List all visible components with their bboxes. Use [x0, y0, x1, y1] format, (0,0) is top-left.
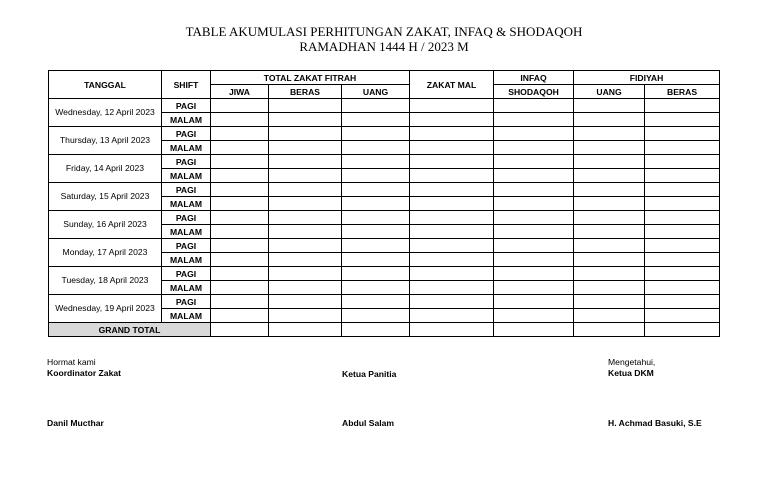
table-cell: [211, 295, 269, 309]
left-role: Koordinator Zakat: [47, 368, 122, 378]
table-cell: [269, 323, 342, 337]
table-cell: [342, 155, 410, 169]
header-fidiyah-uang: UANG: [574, 85, 645, 99]
shift-cell: MALAM: [162, 309, 211, 323]
table-cell: [342, 267, 410, 281]
table-cell: [494, 239, 574, 253]
table-cell: [211, 267, 269, 281]
left-greeting: Hormat kami: [47, 357, 96, 367]
table-cell: [574, 113, 645, 127]
table-cell: [645, 113, 720, 127]
table-cell: [645, 281, 720, 295]
middle-name: Abdul Salam: [342, 418, 395, 428]
table-cell: [574, 225, 645, 239]
table-cell: [342, 239, 410, 253]
table-cell: [494, 141, 574, 155]
table-cell: [494, 323, 574, 337]
table-cell: [211, 169, 269, 183]
table-cell: [211, 141, 269, 155]
shift-cell: MALAM: [162, 197, 211, 211]
table-cell: [410, 127, 494, 141]
table-cell: [211, 323, 269, 337]
shift-cell: PAGI: [162, 127, 211, 141]
header-fidiyah: FIDIYAH: [574, 71, 720, 85]
right-greeting: Mengetahui,: [608, 357, 656, 367]
date-cell: Thursday, 13 April 2023: [49, 127, 162, 155]
header-infaq: INFAQ: [494, 71, 574, 85]
table-cell: [269, 113, 342, 127]
table-cell: [410, 155, 494, 169]
table-cell: [211, 281, 269, 295]
shift-cell: PAGI: [162, 155, 211, 169]
table-cell: [211, 239, 269, 253]
table-cell: [269, 253, 342, 267]
document-subtitle: RAMADHAN 1444 H / 2023 M: [299, 39, 469, 54]
table-body: [49, 99, 720, 323]
table-cell: [269, 239, 342, 253]
date-cell: Monday, 17 April 2023: [49, 239, 162, 267]
shift-cell: PAGI: [162, 267, 211, 281]
table-cell: [574, 155, 645, 169]
table-cell: [494, 99, 574, 113]
header-beras: BERAS: [269, 85, 342, 99]
table-cell: [645, 127, 720, 141]
header-shift: SHIFT: [162, 71, 211, 99]
table-cell: [574, 183, 645, 197]
date-cell: Wednesday, 19 April 2023: [49, 295, 162, 323]
table-cell: [211, 113, 269, 127]
table-cell: [645, 141, 720, 155]
table-cell: [410, 281, 494, 295]
table-cell: [342, 323, 410, 337]
table-cell: [342, 211, 410, 225]
table-cell: [342, 309, 410, 323]
table-cell: [494, 113, 574, 127]
table-cell: [494, 281, 574, 295]
grand-total-row: [49, 323, 720, 337]
table-cell: [269, 211, 342, 225]
table-cell: [410, 183, 494, 197]
table-cell: [269, 99, 342, 113]
table-cell: [342, 183, 410, 197]
table-cell: [269, 267, 342, 281]
date-cell: Tuesday, 18 April 2023: [49, 267, 162, 295]
table-cell: [410, 309, 494, 323]
table-cell: [494, 253, 574, 267]
table-cell: [342, 127, 410, 141]
right-role: Ketua DKM: [608, 368, 654, 378]
table-cell: [410, 113, 494, 127]
table-cell: [645, 211, 720, 225]
right-name: H. Achmad Basuki, S.E: [608, 418, 702, 428]
table-cell: [494, 169, 574, 183]
table-cell: [645, 99, 720, 113]
header-total-zakat-fitrah: TOTAL ZAKAT FITRAH: [211, 71, 410, 85]
date-cell: Saturday, 15 April 2023: [49, 183, 162, 211]
table-cell: [410, 225, 494, 239]
shift-cell: PAGI: [162, 295, 211, 309]
table-cell: [410, 169, 494, 183]
table-cell: [269, 155, 342, 169]
table-cell: [342, 141, 410, 155]
table-cell: [645, 267, 720, 281]
table-cell: [410, 267, 494, 281]
date-cell: Wednesday, 12 April 2023: [49, 99, 162, 127]
table-cell: [494, 197, 574, 211]
table-row: [49, 127, 720, 141]
table-cell: [494, 295, 574, 309]
table-cell: [269, 183, 342, 197]
table-row: [49, 211, 720, 225]
table-cell: [211, 155, 269, 169]
table-cell: [342, 295, 410, 309]
table-cell: [494, 309, 574, 323]
table-cell: [211, 197, 269, 211]
table-cell: [410, 197, 494, 211]
table-cell: [494, 127, 574, 141]
table-cell: [574, 295, 645, 309]
table-row: [49, 99, 720, 113]
table-cell: [269, 225, 342, 239]
table-cell: [342, 281, 410, 295]
table-row: [49, 183, 720, 197]
table-cell: [574, 267, 645, 281]
table-cell: [342, 225, 410, 239]
table-row: [49, 155, 720, 169]
table-cell: [269, 281, 342, 295]
table-cell: [645, 295, 720, 309]
signature-left: [47, 357, 121, 379]
table-cell: [645, 183, 720, 197]
table-cell: [494, 183, 574, 197]
table-cell: [494, 267, 574, 281]
table-cell: [574, 281, 645, 295]
table-cell: [574, 169, 645, 183]
table-cell: [574, 197, 645, 211]
table-cell: [211, 183, 269, 197]
table-cell: [269, 127, 342, 141]
shift-cell: PAGI: [162, 211, 211, 225]
header-shodaqoh: SHODAQOH: [494, 85, 574, 99]
table-row: [49, 267, 720, 281]
date-cell: Sunday, 16 April 2023: [49, 211, 162, 239]
shift-cell: MALAM: [162, 141, 211, 155]
table-cell: [410, 211, 494, 225]
table-cell: [645, 169, 720, 183]
table-cell: [269, 141, 342, 155]
shift-cell: MALAM: [162, 253, 211, 267]
table-cell: [494, 225, 574, 239]
table-cell: [342, 169, 410, 183]
table-cell: [574, 239, 645, 253]
table-cell: [410, 99, 494, 113]
table-cell: [211, 253, 269, 267]
table-cell: [574, 323, 645, 337]
grand-total-label: GRAND TOTAL: [49, 323, 211, 337]
table-row: [49, 239, 720, 253]
table-cell: [645, 225, 720, 239]
table-cell: [211, 309, 269, 323]
table-cell: [574, 211, 645, 225]
table-cell: [645, 309, 720, 323]
table-cell: [410, 141, 494, 155]
table-cell: [574, 127, 645, 141]
header-uang: UANG: [342, 85, 410, 99]
table-cell: [645, 253, 720, 267]
signature-right: [608, 357, 655, 379]
table-cell: [269, 169, 342, 183]
header-fidiyah-beras: BERAS: [645, 85, 720, 99]
header-zakat-mal: ZAKAT MAL: [410, 71, 494, 99]
table-cell: [211, 127, 269, 141]
middle-role: Ketua Panitia: [342, 369, 397, 379]
table-cell: [342, 113, 410, 127]
table-cell: [645, 239, 720, 253]
table-cell: [574, 99, 645, 113]
table-cell: [645, 197, 720, 211]
shift-cell: MALAM: [162, 113, 211, 127]
date-cell: Friday, 14 April 2023: [49, 155, 162, 183]
zakat-table: [48, 70, 720, 337]
header-row-1: [49, 71, 720, 85]
header-tanggal: TANGGAL: [49, 71, 162, 99]
table-cell: [211, 225, 269, 239]
table-row: [49, 295, 720, 309]
left-name: Danil Mucthar: [47, 418, 104, 428]
shift-cell: PAGI: [162, 239, 211, 253]
table-cell: [574, 141, 645, 155]
table-cell: [269, 295, 342, 309]
table-cell: [574, 309, 645, 323]
shift-cell: PAGI: [162, 183, 211, 197]
table-cell: [342, 99, 410, 113]
table-cell: [211, 99, 269, 113]
table-cell: [269, 309, 342, 323]
table-cell: [410, 295, 494, 309]
shift-cell: MALAM: [162, 281, 211, 295]
table-cell: [342, 253, 410, 267]
table-cell: [342, 197, 410, 211]
shift-cell: MALAM: [162, 225, 211, 239]
table-cell: [645, 155, 720, 169]
table-cell: [269, 197, 342, 211]
header-jiwa: JIWA: [211, 85, 269, 99]
table-cell: [410, 239, 494, 253]
table-cell: [410, 253, 494, 267]
table-cell: [494, 211, 574, 225]
table-cell: [645, 323, 720, 337]
table-cell: [574, 253, 645, 267]
shift-cell: MALAM: [162, 169, 211, 183]
document-title: TABLE AKUMULASI PERHITUNGAN ZAKAT, INFAQ & SHODAQOH: [185, 24, 583, 39]
table-cell: [410, 323, 494, 337]
table-cell: [494, 155, 574, 169]
shift-cell: PAGI: [162, 99, 211, 113]
table-cell: [211, 211, 269, 225]
